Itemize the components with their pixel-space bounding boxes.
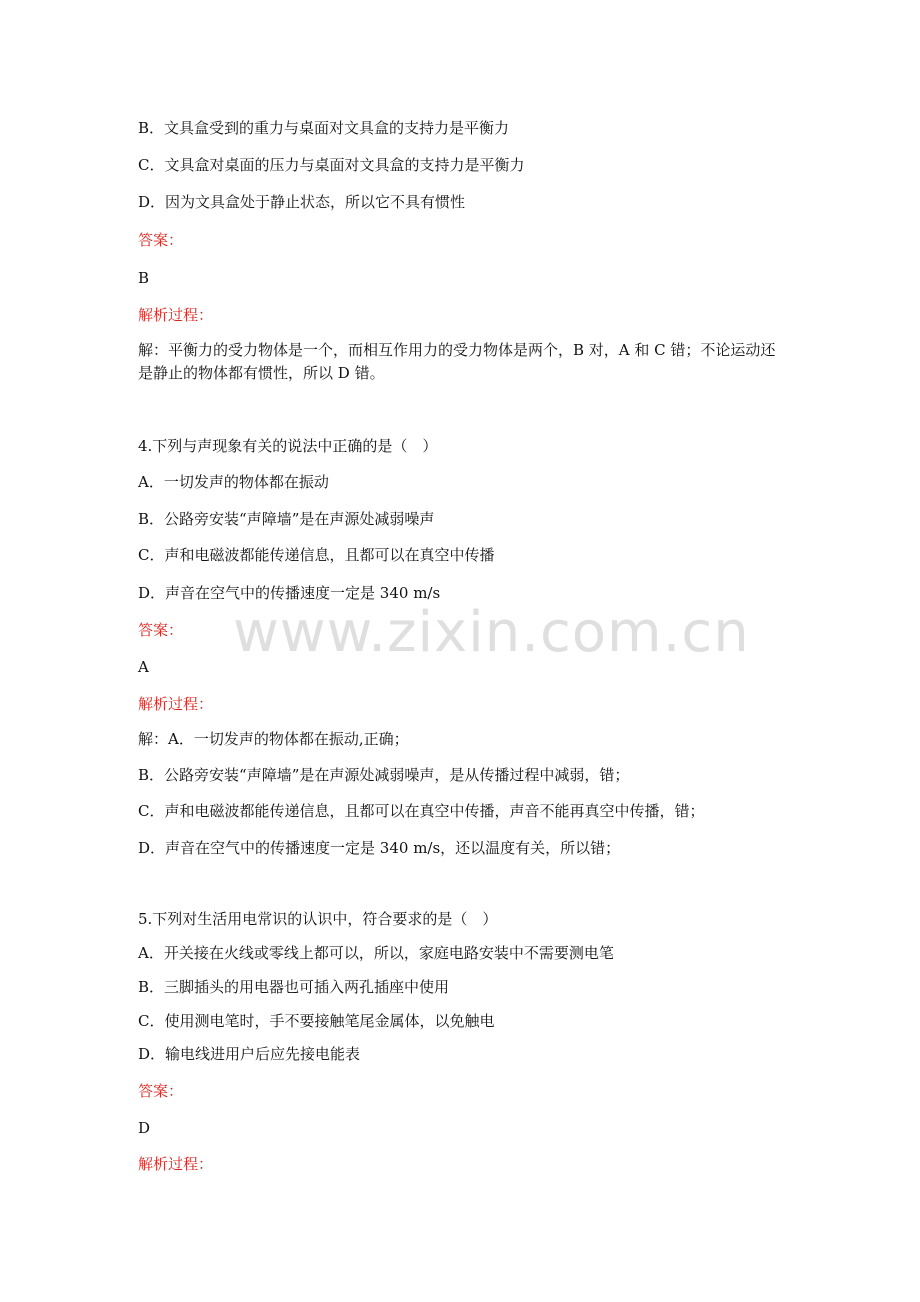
q5-option-a: A．开关接在火线或零线上都可以，所以，家庭电路安装中不需要测电笔 [138, 944, 614, 962]
q4-analysis-line-4: D．声音在空气中的传播速度一定是 340 m/s，还以温度有关，所以错； [138, 839, 621, 857]
q5-analysis-label: 解析过程： [138, 1155, 214, 1173]
q4-analysis-line-2: B．公路旁安装“声障墙”是在声源处减弱噪声，是从传播过程中减弱，错； [138, 766, 630, 784]
q5-option-c: C．使用测电笔时，手不要接触笔尾金属体，以免触电 [138, 1012, 495, 1030]
q5-option-b: B．三脚插头的用电器也可插入两孔插座中使用 [138, 978, 450, 996]
q4-option-b: B．公路旁安装“声障墙”是在声源处减弱噪声 [138, 510, 435, 528]
q3-option-d: D．因为文具盒处于静止状态，所以它不具有惯性 [138, 193, 466, 211]
q4-option-a: A．一切发声的物体都在振动 [138, 473, 329, 491]
q3-option-c: C．文具盒对桌面的压力与桌面对文具盒的支持力是平衡力 [138, 156, 525, 174]
q4-analysis-line-3: C．声和电磁波都能传递信息，且都可以在真空中传播，声音不能再真空中传播，错； [138, 802, 705, 820]
q3-answer-label: 答案： [138, 231, 184, 249]
q5-option-d: D．输电线进用户后应先接电能表 [138, 1045, 361, 1063]
q5-answer: D [138, 1119, 151, 1137]
q4-answer-label: 答案： [138, 621, 184, 639]
q5-answer-label: 答案： [138, 1082, 184, 1100]
q3-analysis-text: 解：平衡力的受力物体是一个，而相互作用力的受力物体是两个，B 对，A 和 C 错；不论运动还是静止的物体都有惯性，所以 D 错。 [138, 341, 776, 382]
q4-analysis-label: 解析过程： [138, 695, 214, 713]
q4-option-c: C．声和电磁波都能传递信息，且都可以在真空中传播 [138, 546, 495, 564]
q3-analysis-label: 解析过程： [138, 306, 214, 324]
q4-question: 4.下列与声现象有关的说法中正确的是（ ） [138, 437, 438, 455]
q4-option-d: D．声音在空气中的传播速度一定是 340 m/s [138, 584, 441, 602]
q4-answer: A [138, 658, 149, 676]
watermark: www.zixin.com.cn [233, 600, 750, 665]
q3-answer: B [138, 269, 150, 287]
q4-analysis-line-1: 解：A．一切发声的物体都在振动,正确； [138, 730, 409, 748]
q5-question: 5.下列对生活用电常识的认识中，符合要求的是（ ） [138, 910, 498, 928]
q3-option-b: B．文具盒受到的重力与桌面对文具盒的支持力是平衡力 [138, 119, 510, 137]
